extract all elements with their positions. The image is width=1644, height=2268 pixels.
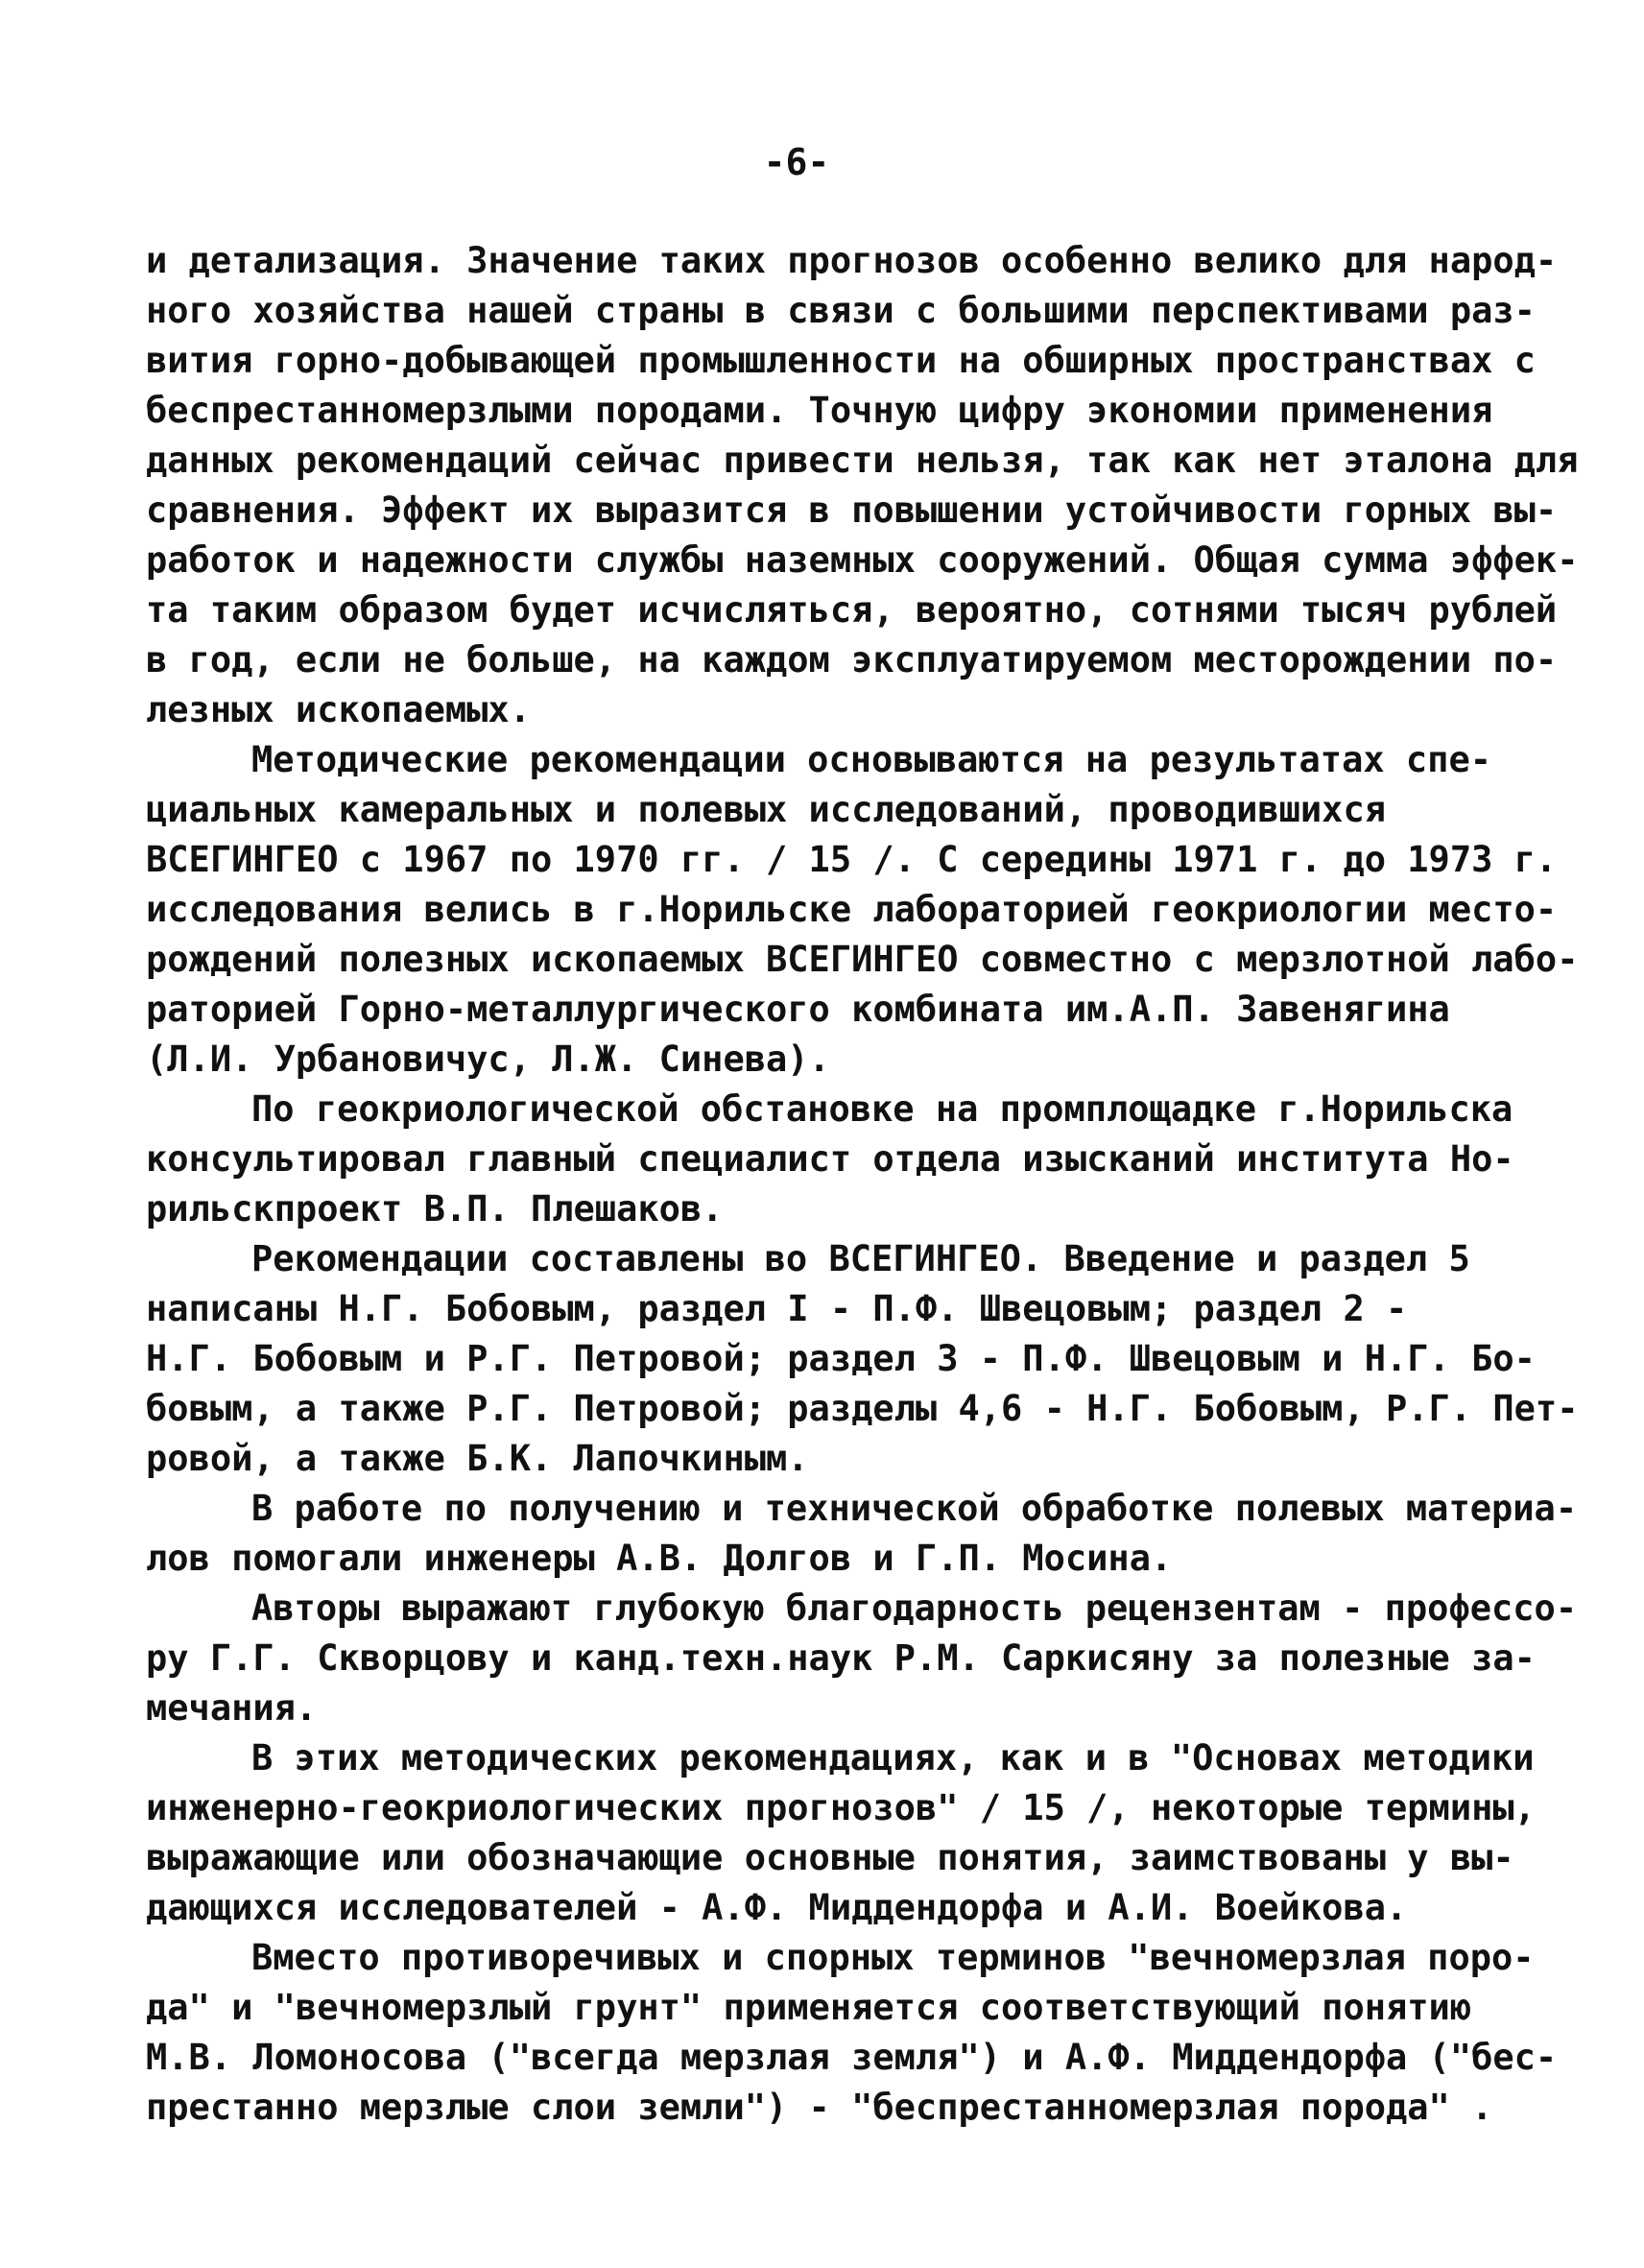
text-line: Вместо противоречивых и спорных терминов "вечномерзлая поро- xyxy=(251,1937,1535,1978)
text-line: циальных камеральных и полевых исследований, проводившихся xyxy=(146,789,1387,830)
text-line: инженерно-геокриологических прогнозов" / 15 /, некоторые термины, xyxy=(146,1787,1536,1828)
text-line: сравнения. Эффект их выразится в повышении устойчивости горных вы- xyxy=(146,489,1558,531)
text-line: и детализация. Значение таких прогнозов особенно велико для народ- xyxy=(146,240,1558,281)
text-line: ру Г.Г. Скворцову и канд.техн.наук Р.М. Саркисяну за полезные за- xyxy=(146,1637,1536,1679)
text-line: ВСЕГИНГЕО с 1967 по 1970 гг. / 15 /. С середины 1971 г. до 1973 г. xyxy=(146,839,1558,880)
text-line: исследования велись в г.Норильске лабораторией геокриологии место- xyxy=(146,889,1558,930)
text-line: престанно мерзлые слои земли") - "беспрестанномерзлая порода" . xyxy=(146,2087,1493,2128)
text-line: ровой, а также Б.К. Лапочкиным. xyxy=(146,1438,809,1479)
text-line: Авторы выражают глубокую благодарность рецензентам - профессо- xyxy=(251,1588,1578,1629)
text-line: Н.Г. Бобовым и Р.Г. Петровой; раздел 3 - П.Ф. Швецовым и Н.Г. Бо- xyxy=(146,1338,1536,1379)
text-line: работок и надежности службы наземных сооружений. Общая сумма эффек- xyxy=(146,539,1579,581)
paragraph-2 xyxy=(146,735,1579,1085)
paragraph-8 xyxy=(146,1933,1558,2133)
page-number: -6- xyxy=(763,141,830,183)
text-line: лов помогали инженеры А.В. Долгов и Г.П. Мосина. xyxy=(146,1538,1173,1579)
text-line: да" и "вечномерзлый грунт" применяется соответствующий понятию xyxy=(146,1987,1472,2028)
text-line: Методические рекомендации основываются на результатах спе- xyxy=(251,739,1492,780)
text-line: рильскпроект В.П. Плешаков. xyxy=(146,1188,724,1229)
paragraph-7 xyxy=(146,1733,1536,1933)
paragraph-3 xyxy=(146,1085,1528,1234)
text-line: вития горно-добывающей промышленности на обширных пространствах с xyxy=(146,340,1536,381)
text-line: М.В. Ломоносова ("всегда мерзлая земля") и А.Ф. Миддендорфа ("бес- xyxy=(146,2037,1558,2078)
paragraph-1 xyxy=(146,236,1579,735)
text-line: (Л.И. Урбановичус, Л.Ж. Синева). xyxy=(146,1039,830,1080)
text-line: В работе по получению и технической обработке полевых материа- xyxy=(251,1488,1578,1529)
paragraph-6 xyxy=(146,1584,1578,1733)
text-line: По геокриологической обстановке на промплощадке г.Норильска xyxy=(251,1088,1513,1130)
text-line: лезных ископаемых. xyxy=(146,689,531,730)
paragraph-4 xyxy=(146,1234,1579,1484)
paragraph-5 xyxy=(146,1484,1578,1584)
text-line: написаны Н.Г. Бобовым, раздел I - П.Ф. Швецовым; раздел 2 - xyxy=(146,1288,1408,1329)
text-line: рождений полезных ископаемых ВСЕГИНГЕО совместно с мерзлотной лабо- xyxy=(146,939,1579,980)
text-line: выражающие или обозначающие основные понятия, заимствованы у вы- xyxy=(146,1837,1514,1878)
text-line: раторией Горно-металлургического комбината им.А.П. Завенягина xyxy=(146,989,1450,1030)
text-line: данных рекомендаций сейчас привести нельзя, так как нет эталона для xyxy=(146,440,1579,481)
text-line: в год, если не больше, на каждом эксплуатируемом месторождении по- xyxy=(146,639,1558,680)
text-line: мечания. xyxy=(146,1687,318,1729)
text-line: дающихся исследователей - А.Ф. Миддендорфа и А.И. Воейкова. xyxy=(146,1887,1408,1928)
text-line: Рекомендации составлены во ВСЕГИНГЕО. Введение и раздел 5 xyxy=(251,1238,1470,1279)
text-line: консультировал главный специалист отдела изысканий института Но- xyxy=(146,1138,1514,1180)
text-line: та таким образом будет исчисляться, вероятно, сотнями тысяч рублей xyxy=(146,589,1558,631)
text-line: беспрестанномерзлыми породами. Точную цифру экономии применения xyxy=(146,390,1493,431)
text-line: ного хозяйства нашей страны в связи с большими перспективами раз- xyxy=(146,290,1536,331)
text-line: бовым, а также Р.Г. Петровой; разделы 4,6 - Н.Г. Бобовым, Р.Г. Пет- xyxy=(146,1388,1579,1429)
text-line: В этих методических рекомендациях, как и в "Основах методики xyxy=(251,1737,1535,1779)
